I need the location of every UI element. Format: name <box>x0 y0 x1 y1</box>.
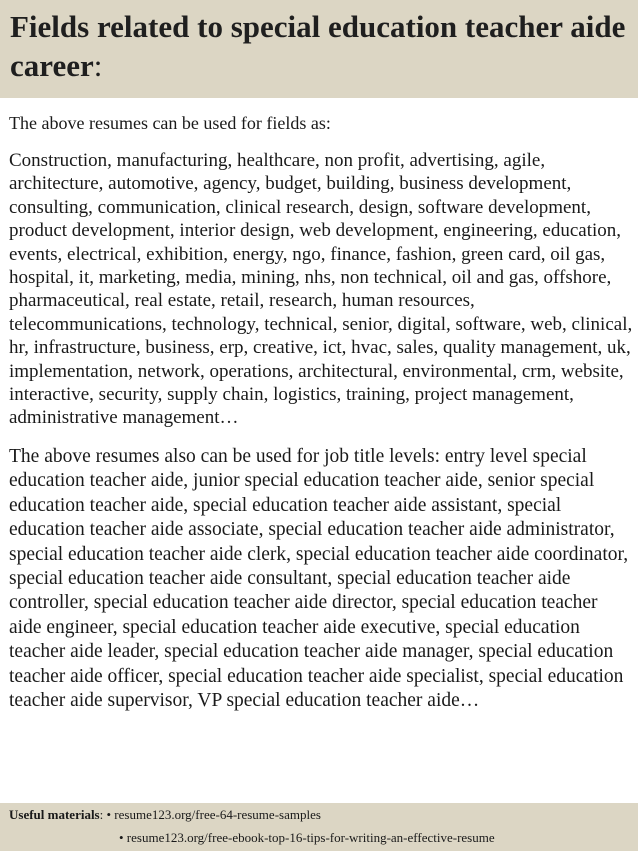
useful-materials-footer <box>0 803 638 851</box>
title-banner <box>0 0 638 98</box>
fields-list: Construction, manufacturing, healthcare, non profit, advertising, agile, architecture, automotive, agency, budget, building, business development, consulting, communication, clinical research, design, software development, product development, interior design, web development, engineering, education, events, electrical, exhibition, energy, ngo, finance, fashion, green card, oil gas, hospital, it, marketing, media, mining, nhs, non technical, oil and gas, offshore, pharmaceutical, real estate, retail, research, human resources, telecommunications, technology, technical, senior, digital, software, web, clinical, hr, infrastructure, business, erp, creative, ict, hvac, sales, quality management, uk, implementation, network, operations, architectural, environmental, crm, website, interactive, security, supply chain, logistics, training, project management, administrative management… <box>9 150 633 429</box>
page-title-text: Fields related to special education teacher aide career <box>10 9 626 83</box>
useful-materials-colon: : <box>99 807 104 822</box>
page-title <box>0 0 638 85</box>
content-body <box>9 112 633 802</box>
intro-text: The above resumes can be used for fields as: <box>9 113 331 133</box>
footer-row-1 <box>9 804 321 826</box>
footer-row-2 <box>119 827 495 849</box>
page-title-colon: : <box>93 48 103 83</box>
resource-link-resume-samples[interactable]: • resume123.org/free-64-resume-samples <box>106 807 321 822</box>
useful-materials-label: Useful materials <box>9 807 100 822</box>
resource-link-ebook[interactable]: • resume123.org/free-ebook-top-16-tips-for-writing-an-effective-resume <box>119 830 495 845</box>
job-levels-paragraph: The above resumes also can be used for job title levels: entry level special education teacher aide, junior special education teacher aide, senior special education teacher aide, special education teacher aide assistant, special education teacher aide associate, special education teacher aide administrator, special education teacher aide clerk, special education teacher aide coordinator, special education teacher aide consultant, special education teacher aide controller, special education teacher aide director, special education teacher aide engineer, special education teacher aide executive, special education teacher aide leader, special education teacher aide manager, special education teacher aide officer, special education teacher aide specialist, special education teacher aide supervisor, VP special education teacher aide… <box>9 445 629 711</box>
